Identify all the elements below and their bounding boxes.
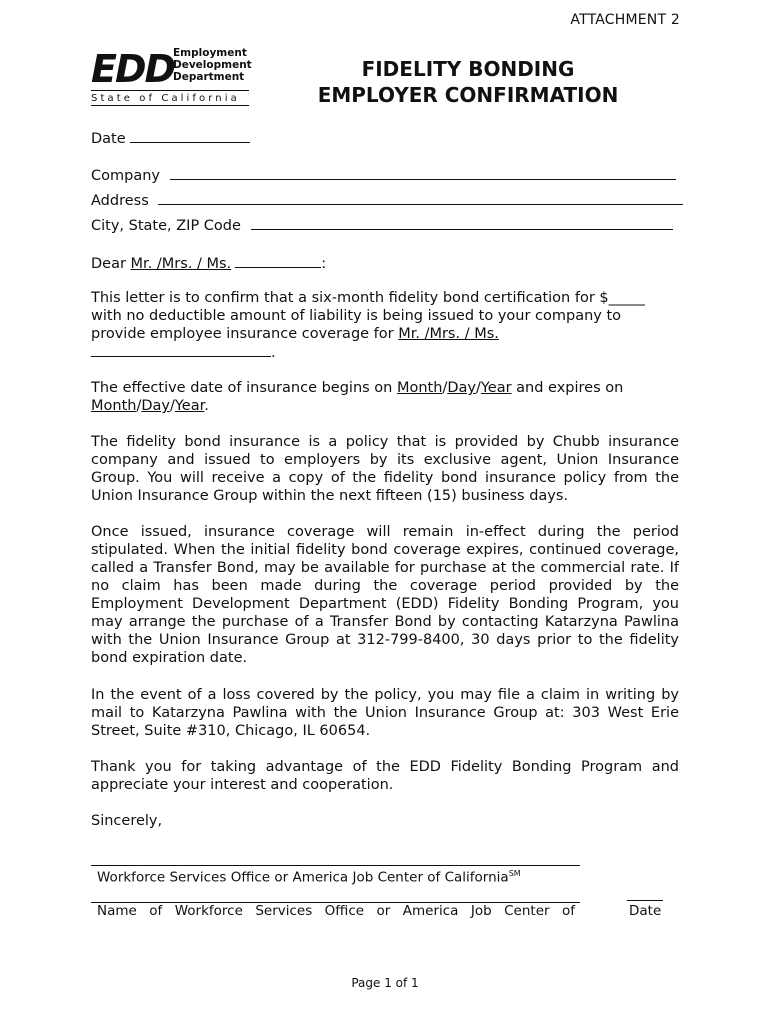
edd-logo (91, 47, 251, 107)
paragraph-policy: The fidelity bond insurance is a policy that is provided by Chubb insurance company and issued to employers by its exclusive agent, Union Insurance Group. You will receive a copy of the fidelity bond insurance policy from the Union Insurance Group within the next fifteen (15) business days. (91, 434, 679, 504)
address-blank[interactable] (158, 191, 683, 205)
office-signature-label: Workforce Services Office or America Job Center of California℠ (97, 869, 521, 886)
logo-department-name: Employment Development Department (173, 47, 252, 83)
closing: Sincerely, (91, 813, 163, 829)
dear-name: Mr. /Mrs. / Ms. (130, 256, 232, 272)
address-field (91, 191, 683, 210)
company-label: Company (91, 168, 160, 184)
paragraph-certification: This letter is to confirm that a six-month fidelity bond certification for $_____ with no deductible amount of liability is being issued to your company to provide employee insurance coverage for Mr. /Mrs. / Ms. . (91, 290, 645, 361)
page-number: Page 1 of 1 (351, 976, 419, 990)
paragraph-thanks: Thank you for taking advantage of the EDD Fidelity Bonding Program and appreciate your interest and cooperation. (91, 759, 679, 793)
date-blank[interactable] (130, 129, 250, 143)
date-signature-label: Date (629, 903, 662, 919)
dear-label: Dear (91, 256, 126, 272)
date-signature-line[interactable] (627, 900, 663, 901)
salutation: Dear Mr. /Mrs. / Ms. : (91, 256, 327, 272)
address-label: Address (91, 193, 149, 209)
name-signature-label: Name of Workforce Services Office or America Job Center of (97, 903, 575, 919)
dear-blank[interactable] (235, 254, 321, 268)
date-label: Date (91, 131, 126, 147)
coverage-name: Mr. /Mrs. / Ms. (398, 326, 499, 342)
employee-name-blank[interactable] (91, 343, 271, 357)
city-field (91, 216, 673, 235)
logo-rule-bottom (91, 105, 249, 106)
paragraph-transfer-bond: Once issued, insurance coverage will remain in-effect during the period stipulated. When the initial fidelity bond coverage expires, continued coverage, called a Transfer Bond, may be available for purchase at the commercial rate. If no claim has been made during the coverage period provided by the Employment Development Department (EDD) Fidelity Bonding Program, you may arrange the purchase of a Transfer Bond by contacting Katarzyna Pawlina with the Union Insurance Group at 312-799-8400, 30 days prior to the fidelity bond expiration date. (91, 524, 679, 666)
attachment-label: ATTACHMENT 2 (570, 12, 680, 28)
city-label: City, State, ZIP Code (91, 218, 241, 234)
document-title: FIDELITY BONDING EMPLOYER CONFIRMATION (317, 57, 619, 107)
date-field (91, 129, 250, 148)
logo-rule (91, 90, 249, 91)
company-blank[interactable] (170, 166, 676, 180)
company-field (91, 166, 676, 185)
logo-abbr: EDD (91, 47, 175, 91)
logo-state: State of California (91, 93, 240, 104)
city-blank[interactable] (251, 216, 673, 230)
paragraph-claim: In the event of a loss covered by the policy, you may file a claim in writing by mail to Katarzyna Pawlina with the Union Insurance Group at: 303 West Erie Street, Suite #310, Chicago, IL 60654. (91, 687, 679, 739)
paragraph-effective-date: The effective date of insurance begins on Month/Day/Year and expires on Month/Day/Year. (91, 380, 624, 414)
